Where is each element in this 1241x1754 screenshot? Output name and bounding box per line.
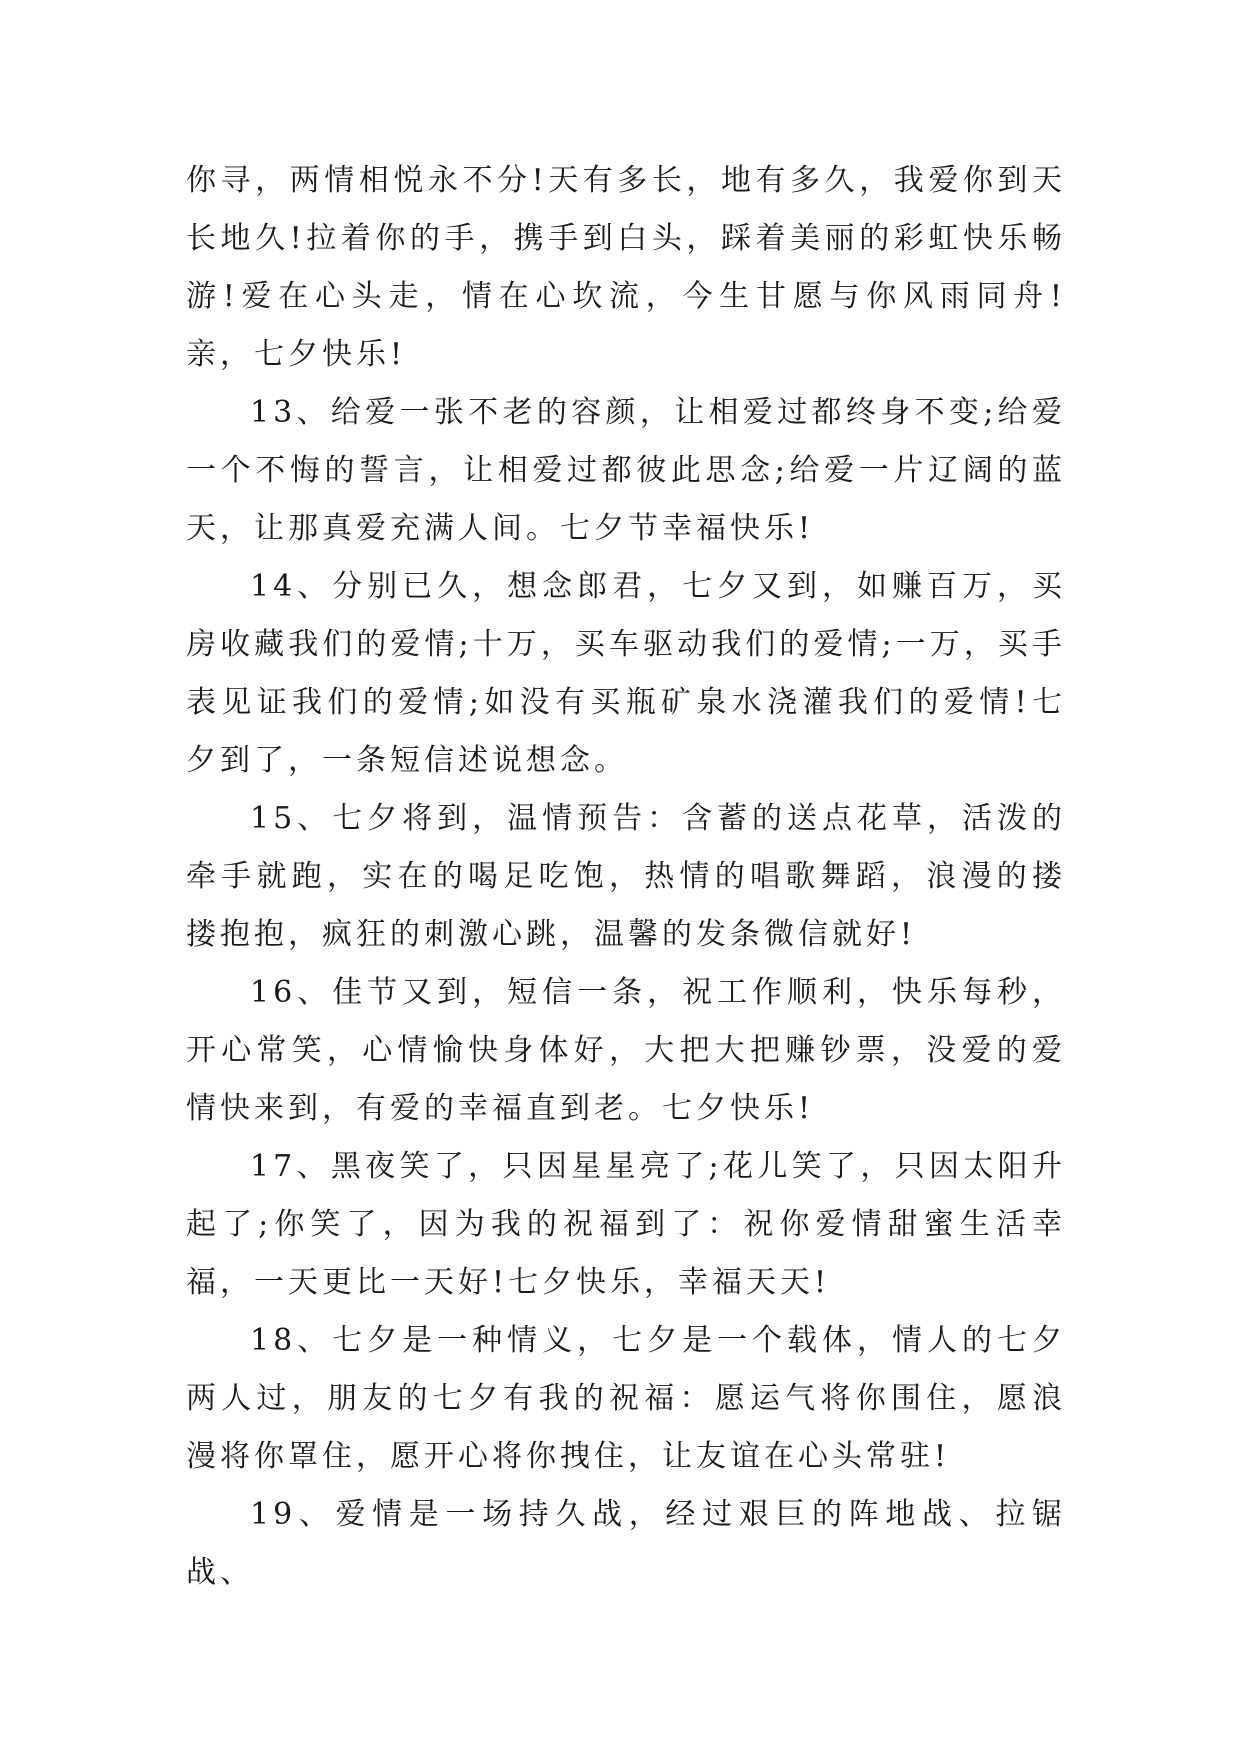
paragraph-continuation: 你寻，两情相悦永不分!天有多长，地有多久，我爱你到天长地久!拉着你的手，携手到白头，踩着美丽的彩虹快乐畅游!爱在心头走，情在心坎流，今生甘愿与你风雨同舟!亲，七夕快乐! — [186, 163, 1066, 372]
paragraph-19: 19、爱情是一场持久战，经过艰巨的阵地战、拉锯战、 — [186, 1497, 1066, 1590]
paragraph-13: 13、给爱一张不老的容颜，让相爱过都终身不变;给爱一个不悔的誓言，让相爱过都彼此思念;给爱一片辽阔的蓝天，让那真爱充满人间。七夕节幸福快乐! — [186, 395, 1066, 546]
paragraph-17: 17、黑夜笑了，只因星星亮了;花儿笑了，只因太阳升起了;你笑了，因为我的祝福到了：祝你爱情甜蜜生活幸福，一天更比一天好!七夕快乐，幸福天天! — [186, 1149, 1066, 1300]
paragraph-14: 14、分别已久，想念郎君，七夕又到，如赚百万，买房收藏我们的爱情;十万，买车驱动我们的爱情;一万，买手表见证我们的爱情;如没有买瓶矿泉水浇灌我们的爱情!七夕到了，一条短信述说想念。 — [186, 569, 1066, 778]
paragraph-16: 16、佳节又到，短信一条，祝工作顺利，快乐每秒，开心常笑，心情愉快身体好，大把大把赚钞票，没爱的爱情快来到，有爱的幸福直到老。七夕快乐! — [186, 975, 1066, 1126]
document-body — [186, 152, 1066, 1602]
paragraph-15: 15、七夕将到，温情预告：含蓄的送点花草，活泼的牵手就跑，实在的喝足吃饱，热情的唱歌舞蹈，浪漫的搂搂抱抱，疯狂的刺激心跳，温馨的发条微信就好! — [186, 801, 1066, 952]
paragraph-18: 18、七夕是一种情义，七夕是一个载体，情人的七夕两人过，朋友的七夕有我的祝福：愿运气将你围住，愿浪漫将你罩住，愿开心将你拽住，让友谊在心头常驻! — [186, 1323, 1066, 1474]
